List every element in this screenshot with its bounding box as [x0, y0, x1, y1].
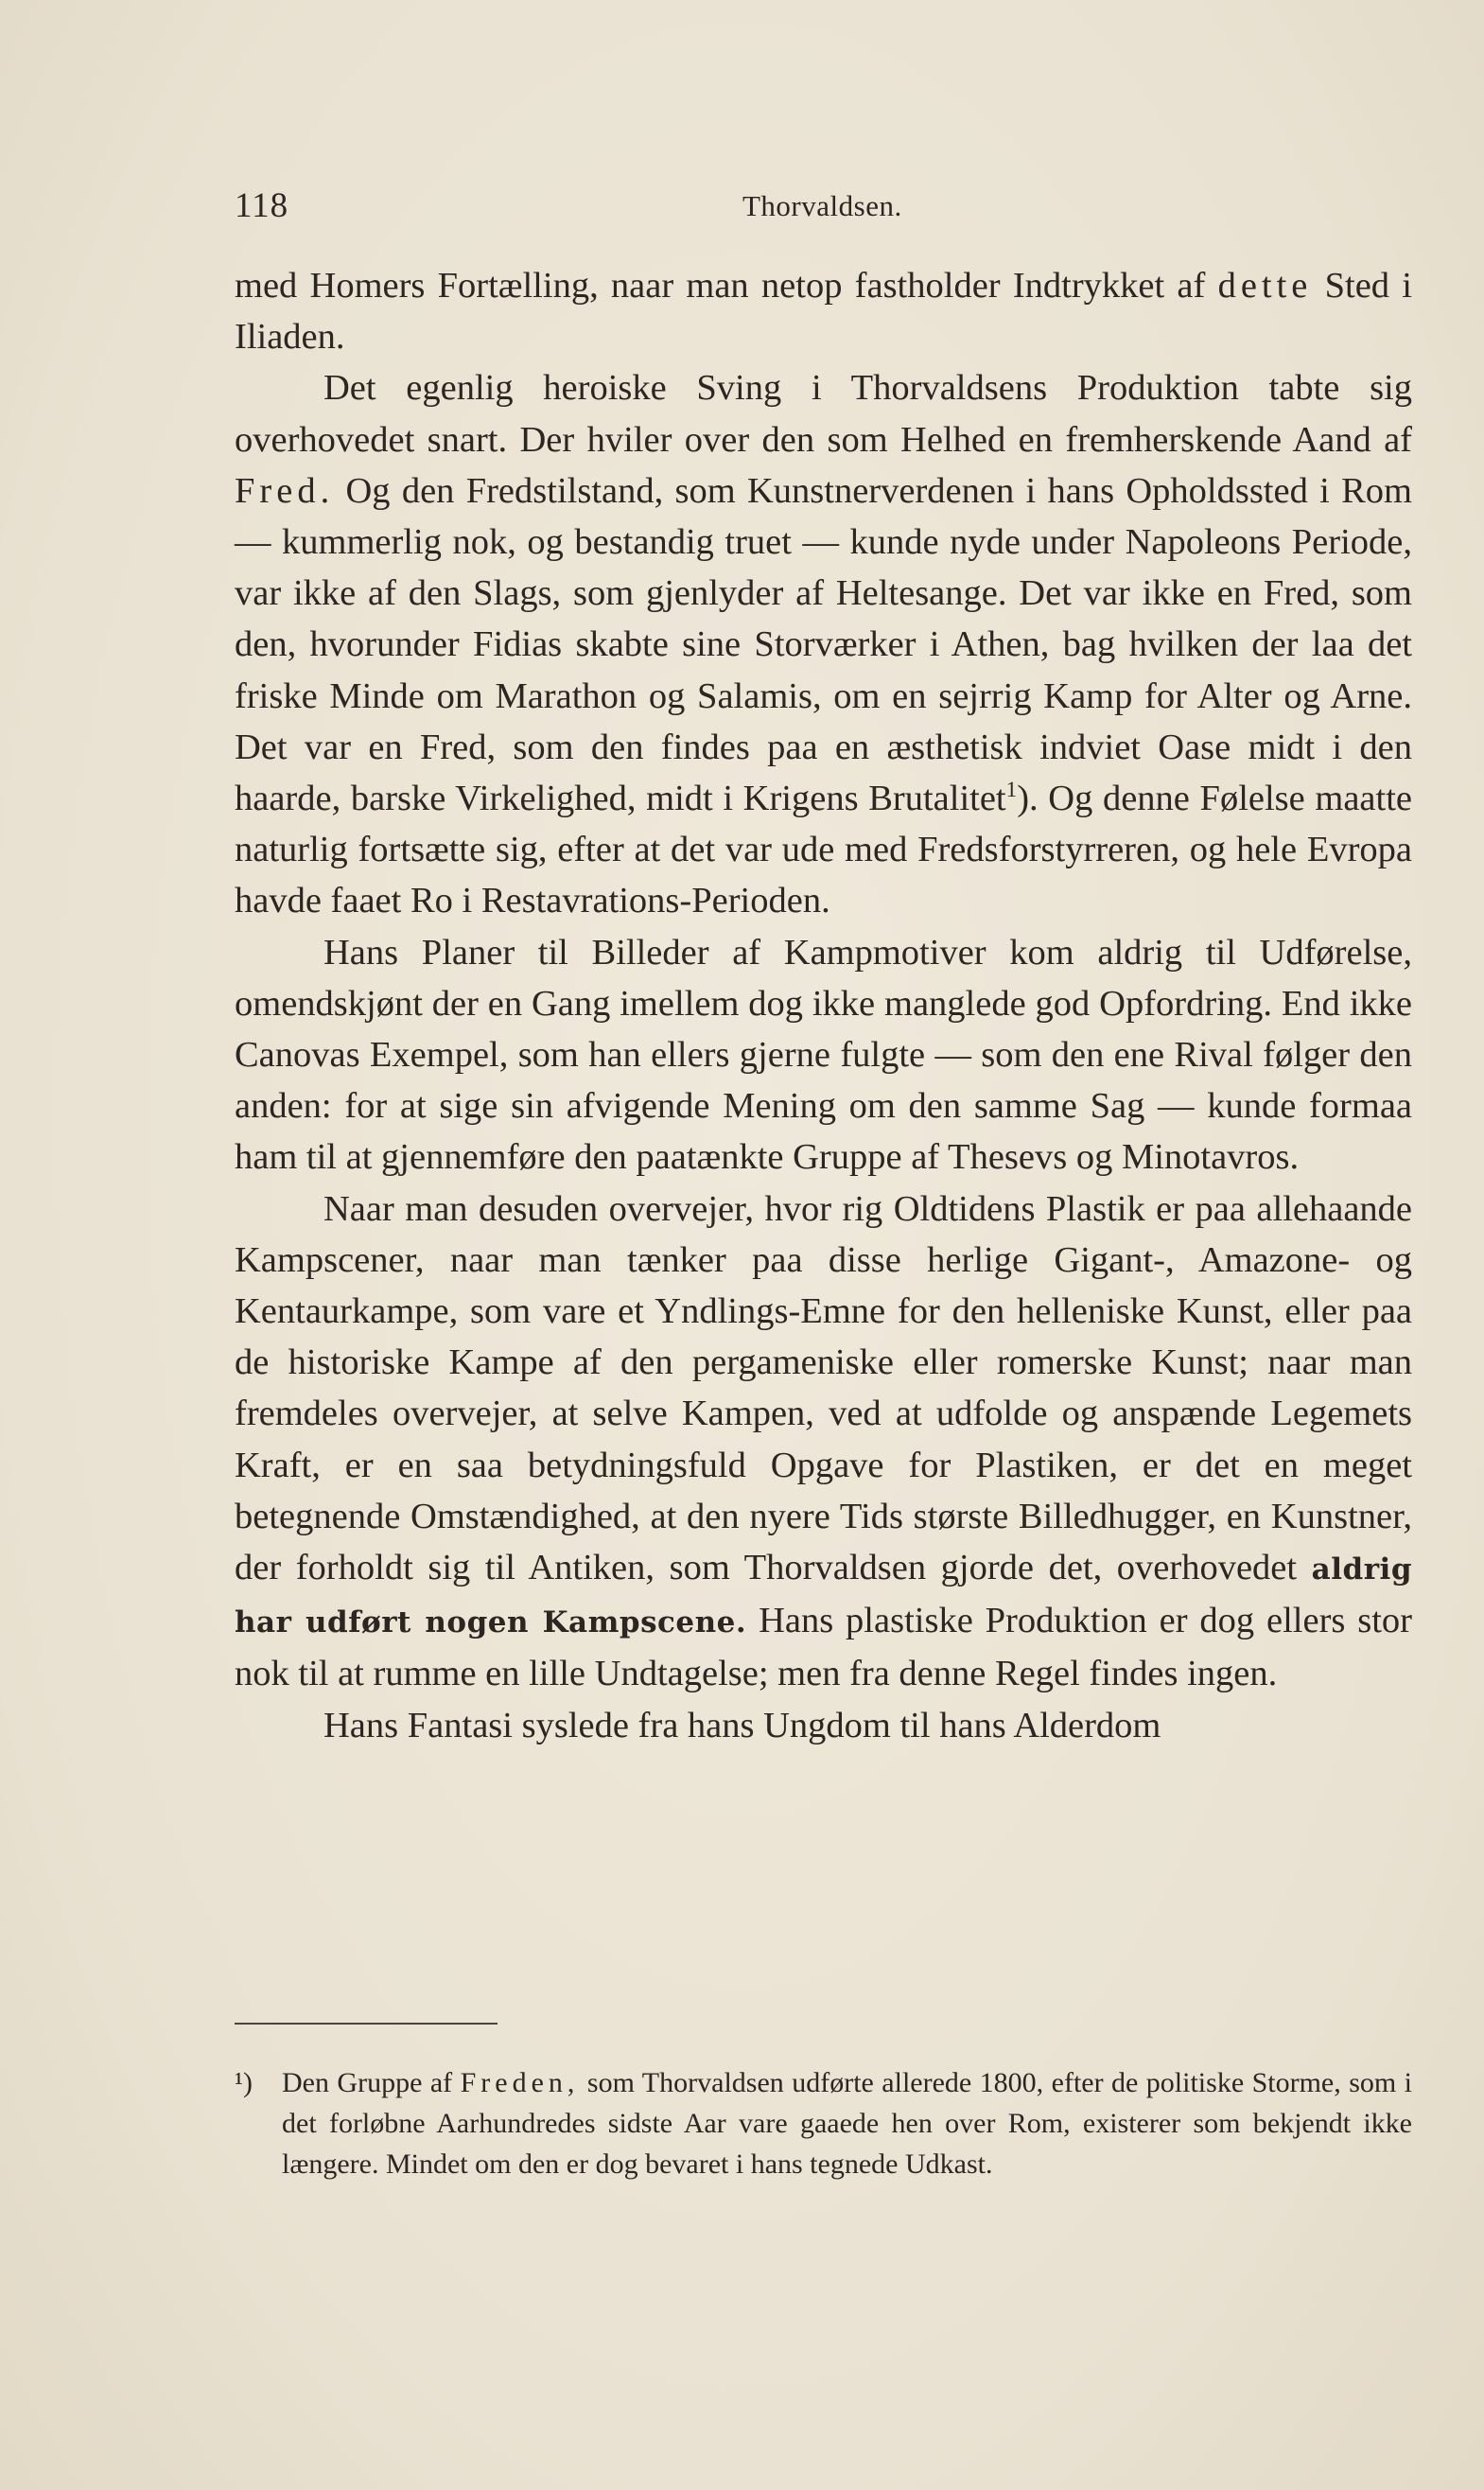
page-header: [235, 185, 1412, 235]
paragraph-2-text-a: Det egenlig heroiske Sving i Thorvaldsens Produktion tabte sig overhovedet snart. Der hviler over den som Helhed en fremherskende Aand af: [235, 368, 1412, 460]
paragraph-5: Hans Fantasi syslede fra hans Ungdom til hans Alderdom: [323, 1705, 1161, 1745]
footnote: [235, 2062, 1412, 2184]
spaced-emphasis: dette: [1217, 266, 1313, 306]
paragraph-3: Hans Planer til Billeder af Kampmotiver kom aldrig til Udførelse, omendskjønt der en Gang imellem dog ikke manglede god Opfordring. End ikke Canovas Exempel, som han ellers gjerne fulgte — som den ene Rival følger den anden: for at sige sin afvigende Mening om den samme Sag — kunde formaa ham til at gjennemføre den paatænkte Gruppe af Thesevs og Minotavros.: [235, 932, 1412, 1178]
paragraph-1-text-c: Sted i Iliaden.: [235, 266, 1412, 358]
footnote-divider: [235, 2023, 498, 2025]
paragraph-4: [235, 1184, 1412, 1700]
paragraph-4-text-c: Hans plastiske Produktion er dog ellers stor nok til at rumme en lille Undtagelse; men fra denne Regel findes ingen.: [235, 1601, 1413, 1694]
bold-emphasis: aldrig har udført nogen Kampscene.: [235, 1552, 1412, 1640]
spaced-emphasis: Freden,: [460, 2067, 580, 2098]
footnote-mark: ¹): [235, 2067, 253, 2098]
paragraph-2-text-d: ). Og denne Følelse maatte naturlig fortsætte sig, efter at det var ude med Fredsforstyrreren, og hele Evropa havde faaet Ro i Restavrations-Perioden.: [235, 779, 1412, 921]
spaced-emphasis: Fred.: [235, 470, 335, 511]
footnote-reference: 1: [1005, 777, 1018, 802]
running-title: Thorvaldsen.: [742, 189, 902, 222]
page-number: 118: [235, 186, 289, 225]
paragraph-1: [235, 260, 1412, 362]
body-text: [235, 260, 1412, 1751]
paragraph-2-text-c: Og den Fredstilstand, som Kunstnerverdenen i hans Opholdssted i Rom — kummerlig nok, og bestandig truet — kunde nyde under Napoleons Periode, var ikke af den Slags, som gjenlyder af Heltesange. Det var ikke en Fred, som den, hvorunder Fidias skabte sine Storværker i Athen, bag hvilken der laa det friske Minde om Marathon og Salamis, om en sejrrig Kamp for Alter og Arne. Det var en Fred, som den findes paa en æsthetisk indviet Oase midt i den haarde, barske Virkelighed, midt i Krigens Brutalitet: [235, 470, 1412, 819]
paragraph-2: [235, 362, 1412, 926]
footnote-text: [235, 2062, 1412, 2184]
paragraph-4-text-a: Naar man desuden overvejer, hvor rig Oldtidens Plastik er paa allehaande Kampscener, naar man tænker paa disse herlige Gigant-, Amazone- og Kentaurkampe, som vare et Yndlings-Emne for den helleniske Kunst, eller paa de historiske Kampe af den pergameniske eller romerske Kunst; naar man fremdeles overvejer, at selve Kampen, ved at udfolde og anspænde Legemets Kraft, er en saa betydningsfuld Opgave for Plastiken, er det en meget betegnende Omstændighed, at den nyere Tids største Billedhugger, en Kunstner, der forholdt sig til Antiken, som Thorvaldsen gjorde det, overhovedet: [235, 1188, 1412, 1588]
footnote-text-a: Den Gruppe af: [282, 2067, 461, 2098]
paragraph-1-text-a: med Homers Fortælling, naar man netop fastholder Indtrykket af: [235, 266, 1218, 306]
footnote-text-c: som Thorvaldsen udførte allerede 1800, efter de politiske Storme, som i det forløbne Aarhundredes sidste Aar vare gaaede hen over Rom, existerer som bekjendt ikke længere. Mindet om den er dog bevaret i hans tegnede Udkast.: [282, 2067, 1412, 2180]
